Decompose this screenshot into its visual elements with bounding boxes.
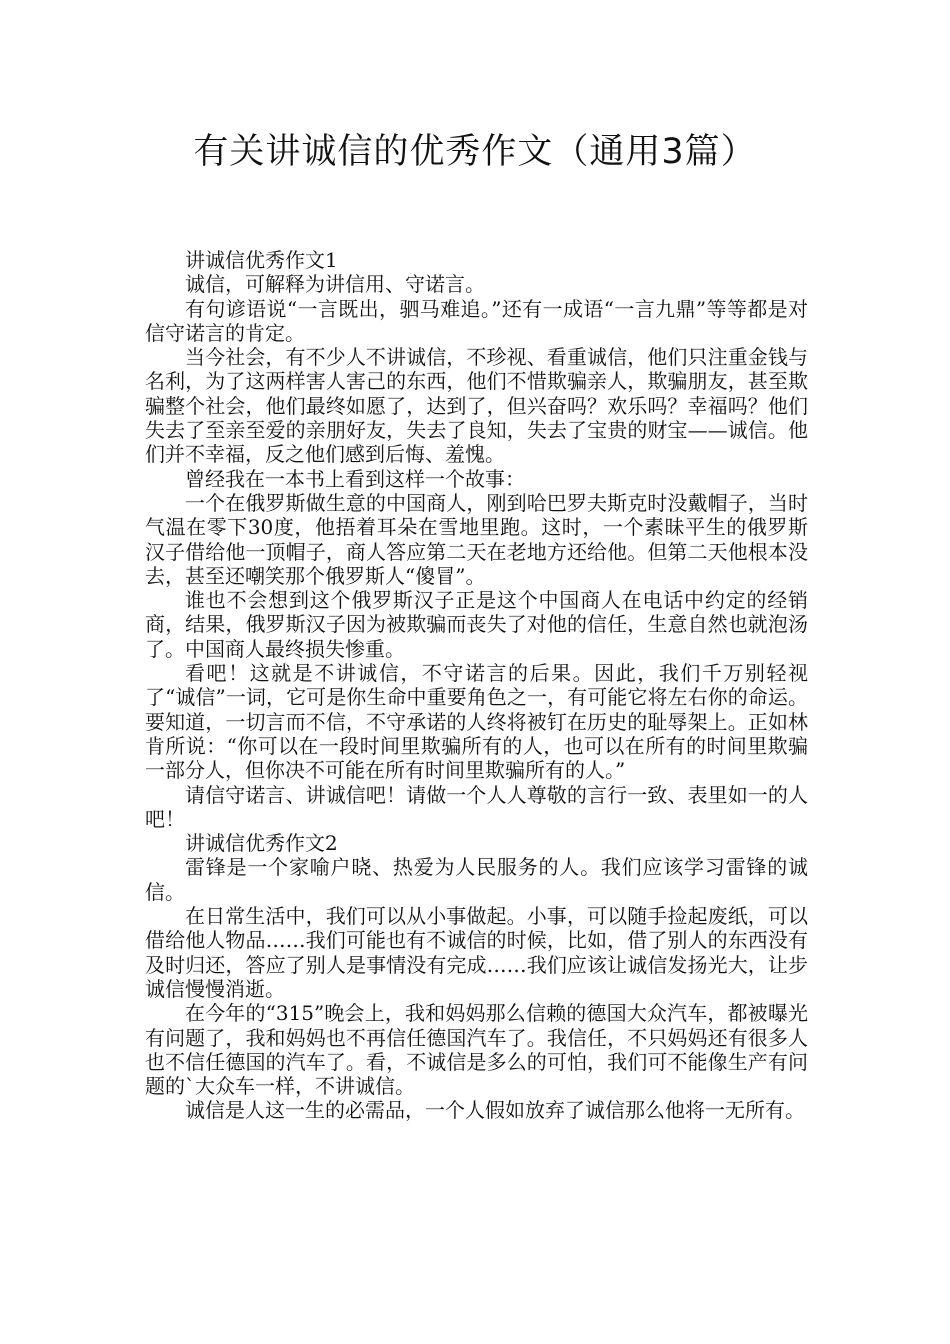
document-title: 有关讲诚信的优秀作文（通用3篇） [193, 132, 757, 172]
paragraph: 谁也不会想到这个俄罗斯汉子正是这个中国商人在电话中约定的经销商，结果，俄罗斯汉子因为被欺骗而丧失了对他的信任，生意自然也就泡汤了。中国商人最终损失惨重。 [145, 588, 808, 661]
paragraph: 在今年的“315”晚会上，我和妈妈那么信赖的德国大众汽车，都被曝光有问题了，我和妈妈也不再信任德国汽车了。我信任，不只妈妈还有很多人也不信任德国的汽车了。看，不诚信是多么的可怕，我们可不能像生产有问题的`大众车一样，不讲诚信。 [145, 1001, 808, 1099]
paragraph: 雷锋是一个家喻户晓、热爱为人民服务的人。我们应该学习雷锋的诚信。 [145, 855, 808, 904]
section-heading: 讲诚信优秀作文1 [185, 248, 338, 272]
paragraph: 一个在俄罗斯做生意的中国商人，刚到哈巴罗夫斯克时没戴帽子，当时气温在零下30度，他捂着耳朵在雪地里跑。这时，一个素昧平生的俄罗斯汉子借给他一顶帽子，商人答应第二天在老地方还给他。但第二天他根本没去，甚至还嘲笑那个俄罗斯人“傻冒”。 [145, 490, 808, 588]
paragraph: 在日常生活中，我们可以从小事做起。小事，可以随手捡起废纸，可以借给他人物品……我们可能也有不诚信的时候，比如，借了别人的东西没有及时归还，答应了别人是事情没有完成……我们应该让诚信发扬光大，让步诚信慢慢消逝。 [145, 904, 808, 1001]
paragraph: 请信守诺言、讲诚信吧！请做一个人人尊敬的言行一致、表里如一的人吧！ [145, 782, 808, 831]
paragraph: 曾经我在一本书上看到这样一个故事： [185, 466, 525, 491]
paragraph: 当今社会，有不少人不讲诚信，不珍视、看重诚信，他们只注重金钱与名利，为了这两样害人害己的东西，他们不惜欺骗亲人，欺骗朋友，甚至欺骗整个社会，他们最终如愿了，达到了，但兴奋吗？欢乐吗？幸福吗？他们失去了至亲至爱的亲朋好友，失去了良知，失去了宝贵的财宝——诚信。他们并不幸福，反之他们感到后悔、羞愧。 [145, 345, 808, 467]
paragraph: 诚信，可解释为讲信用、守诺言。 [185, 272, 485, 297]
paragraph: 看吧！这就是不讲诚信，不守诺言的后果。因此，我们千万别轻视了“诚信”一词，它可是你生命中重要角色之一，有可能它将左右你的命运。要知道，一切言而不信，不守承诺的人终将被钉在历史的耻辱架上。正如林肯所说：“你可以在一段时间里欺骗所有的人，也可以在所有的时间里欺骗一部分人，但你决不可能在所有时间里欺骗所有的人。” [145, 661, 808, 783]
document-body [145, 248, 808, 1123]
paragraph: 有句谚语说“一言既出，驷马难追。”还有一成语“一言九鼎”等等都是对信守诺言的肯定。 [145, 296, 808, 345]
section-heading: 讲诚信优秀作文2 [185, 831, 338, 856]
paragraph: 诚信是人这一生的必需品，一个人假如放弃了诚信那么他将一无所有。 [185, 1098, 805, 1123]
